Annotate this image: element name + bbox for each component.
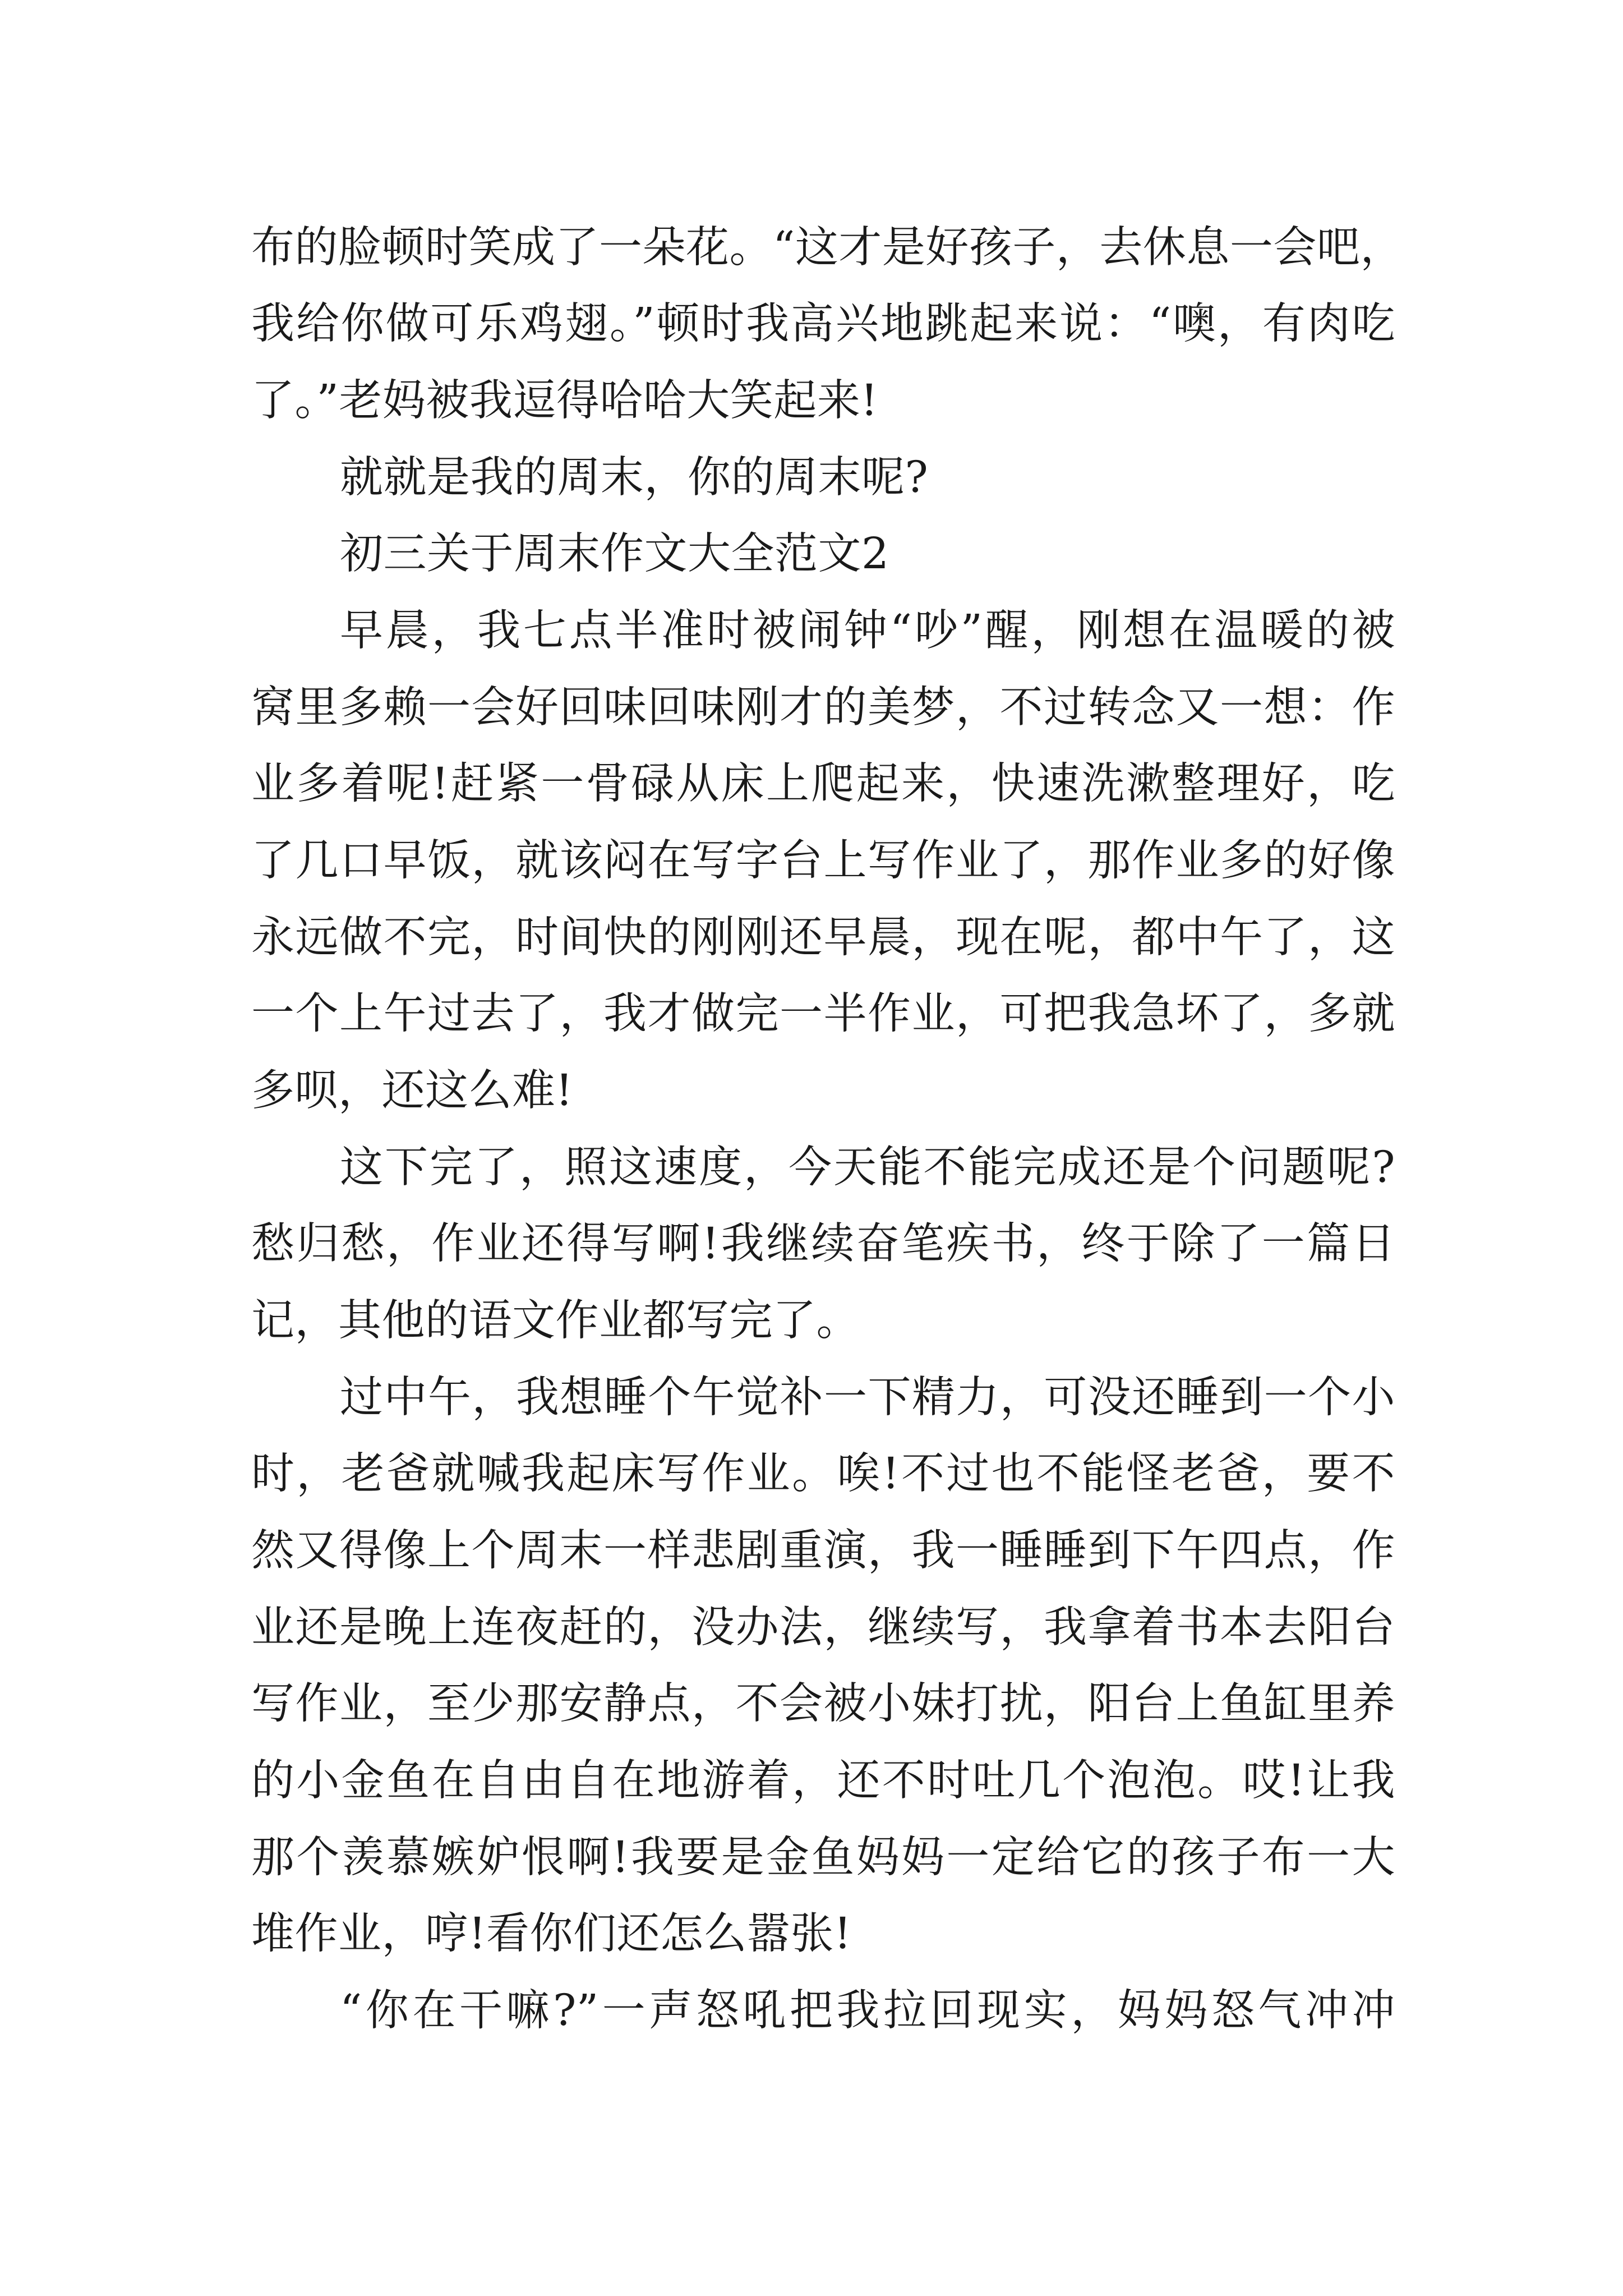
text-line: 布的脸顿时笑成了一朵花。“这才是好孩子，去休息一会吧， (251, 223, 1404, 273)
text-line: 这下完了，照这速度，今天能不能完成还是个问题呢? (340, 1143, 1395, 1193)
text-line: 那个羡慕嫉妒恨啊!我要是金鱼妈妈一定给它的孩子布一大 (251, 1833, 1395, 1883)
text-line: 然又得像上个周末一样悲剧重演，我一睡睡到下午四点，作 (251, 1526, 1395, 1576)
text-line: 时，老爸就喊我起床写作业。唉!不过也不能怪老爸，要不 (251, 1449, 1395, 1499)
text-line: 就就是我的周末，你的周末呢? (340, 453, 929, 503)
text-line: 我给你做可乐鸡翅。”顿时我高兴地跳起来说：“噢，有肉吃 (251, 299, 1395, 349)
text-line: 写作业，至少那安静点，不会被小妹打扰，阳台上鱼缸里养 (251, 1679, 1395, 1729)
text-line: 永远做不完，时间快的刚刚还早晨，现在呢，都中午了，这 (251, 913, 1395, 963)
text-line: 的小金鱼在自由自在地游着，还不时吐几个泡泡。哎!让我 (251, 1756, 1395, 1806)
text-line: 业还是晚上连夜赶的，没办法，继续写，我拿着书本去阳台 (251, 1603, 1395, 1653)
text-line: 愁归愁，作业还得写啊!我继续奋笔疾书，终于除了一篇日 (251, 1219, 1395, 1269)
text-line: 了。”老妈被我逗得哈哈大笑起来! (251, 376, 878, 426)
text-line: 一个上午过去了，我才做完一半作业，可把我急坏了，多就 (251, 989, 1395, 1039)
text-line: 堆作业，哼!看你们还怎么嚣张! (251, 1909, 852, 1959)
text-line: 业多着呢!赶紧一骨碌从床上爬起来，快速洗漱整理好，吃 (251, 759, 1395, 809)
text-line: 记，其他的语文作业都写完了。 (251, 1296, 860, 1346)
text-line: 早晨，我七点半准时被闹钟“吵”醒，刚想在温暖的被 (340, 606, 1395, 656)
text-line: 多呗，还这么难! (251, 1066, 573, 1116)
text-line: 过中午，我想睡个午觉补一下精力，可没还睡到一个小 (340, 1373, 1395, 1423)
section-heading: 初三关于周末作文大全范文2 (340, 529, 889, 579)
text-line: 了几口早饭，就该闷在写字台上写作业了，那作业多的好像 (251, 836, 1395, 886)
text-line: “你在干嘛?”一声怒吼把我拉回现实，妈妈怒气冲冲 (340, 1986, 1395, 2036)
text-line: 窝里多赖一会好回味回味刚才的美梦，不过转念又一想：作 (251, 683, 1395, 733)
